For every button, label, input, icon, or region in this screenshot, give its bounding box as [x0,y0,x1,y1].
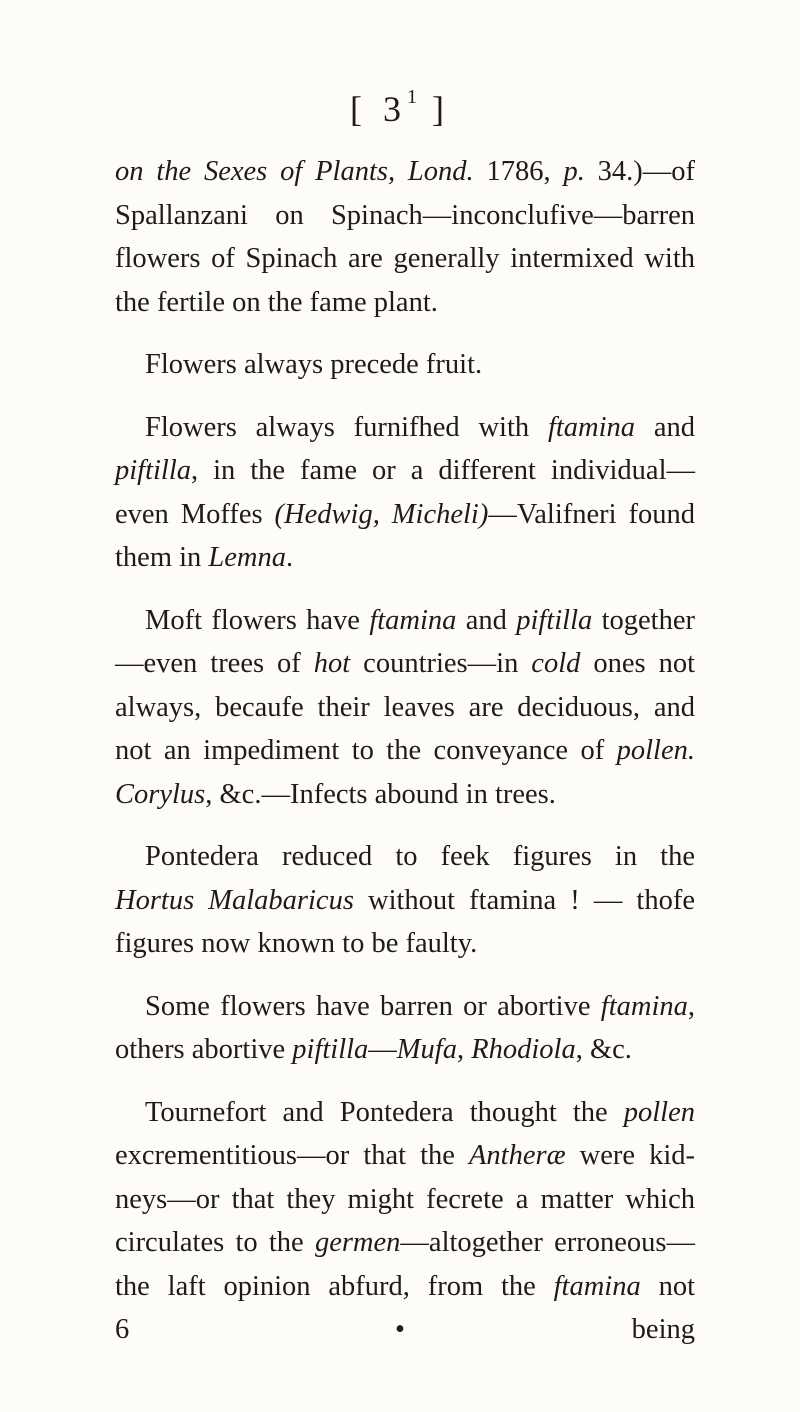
catchword: being [631,1314,695,1345]
paragraph-5: Pontedera reduced to feek figures in the Hortus Malabaricus without ftamina ! — thofe figures now known to be faulty. [115,841,695,959]
paragraph-1: on the Sexes of Plants, Lond. 1786, p. 34.)—of Spallanzani on Spinach—inconclufive—barren flowers of Spinach are generally intermixed with the fertile on the fame plant. [115,156,696,318]
paragraph-6: Some flowers have barren or abortive ftamina, others abortive piftilla—Mufa, Rhodiola, &c. [115,990,695,1065]
signature-mark: 6 [115,1314,130,1345]
page-number: [ $3^1$ ] [350,86,450,129]
paragraph-4: Moft flowers have ftamina and piftilla together —even trees of hot countries—in cold ones not always, becaufe their leaves are deciduous, and not an impediment to the conveyance of pollen. Corylus, &c.—Infects abound in trees. [115,604,695,810]
paragraph-3: Flowers always furnifhed with ftamina and piftilla, in the fame or a different individual— even Moffes (Hedwig, Micheli)—Valifneri found them in Lemna. [115,411,695,573]
paragraph-2: Flowers always precede fruit. [145,349,483,380]
printer-dot: • [395,1314,405,1345]
paragraph-7: Tournefort and Pontedera thought the pollen excrementitious—or that the Antheræ were kid- neys—or that they might fecrete a matter which circulates to the germen—altogether erroneous— the laft opinion abfurd, from the ftamina not [115,1096,695,1302]
body-text [115,150,695,1352]
page-footer [115,1308,695,1352]
